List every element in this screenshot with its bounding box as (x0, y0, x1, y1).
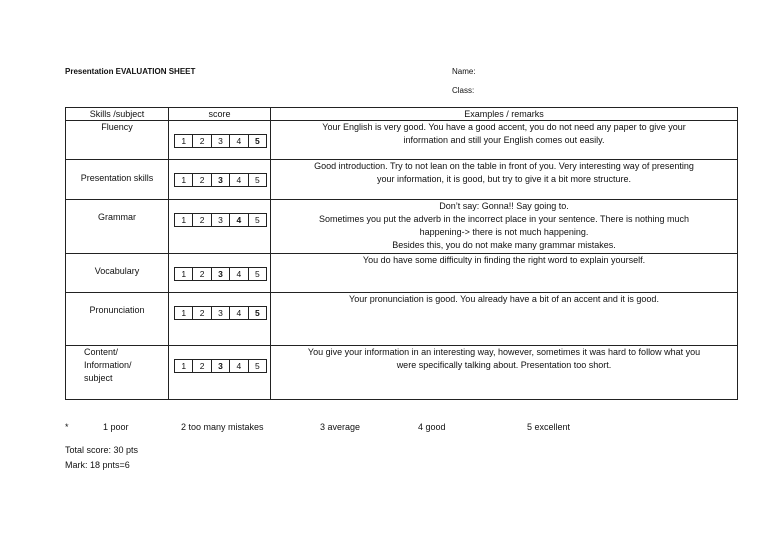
remarks-cell (271, 200, 738, 254)
score-option-1[interactable]: 1 (175, 360, 193, 372)
remark-line: your information, it is good, but try to give it a bit more structure. (376, 174, 632, 184)
mark: Mark: 18 pnts=6 (65, 460, 130, 470)
score-option-1[interactable]: 1 (175, 268, 193, 280)
sheet-title: Presentation EVALUATION SHEET (65, 67, 196, 76)
skill-cell (66, 121, 169, 160)
score-option-5[interactable]: 5 (254, 215, 260, 225)
score-scale (174, 213, 267, 227)
column-header-remarks: Examples / remarks (271, 108, 738, 121)
score-option-3[interactable]: 3 (212, 268, 230, 280)
score-option-5[interactable]: 5 (254, 269, 260, 279)
score-scale (174, 306, 267, 320)
score-option-3[interactable]: 3 (212, 214, 230, 226)
score-option-2[interactable]: 2 (193, 174, 211, 186)
remarks-cell (271, 346, 738, 400)
skill-label-line: subject (84, 373, 113, 383)
remark-line: You give your information in an interesting way, however, sometimes it was hard to follow what you (307, 347, 701, 357)
score-option-3[interactable]: 3 (212, 174, 230, 186)
table-row (66, 254, 738, 293)
score-option-4[interactable]: 4 (230, 360, 248, 372)
remark-line: Besides this, you do not make many grammar mistakes. (392, 240, 616, 250)
score-option-4[interactable]: 4 (230, 135, 248, 147)
remark-line: Your pronunciation is good. You already have a bit of an accent and it is good. (349, 294, 659, 304)
score-option-2[interactable]: 2 (193, 135, 211, 147)
score-cell (169, 293, 271, 346)
score-option-5[interactable]: 5 (254, 361, 260, 371)
score-option-2[interactable]: 2 (193, 268, 211, 280)
table-row (66, 293, 738, 346)
remark-line: information and still your English comes out easily. (403, 135, 605, 145)
skill-cell (66, 346, 169, 400)
score-option-2[interactable]: 2 (193, 214, 211, 226)
score-scale (174, 173, 267, 187)
score-option-4[interactable]: 4 (230, 268, 248, 280)
remark-line: happening-> there is not much happening. (419, 227, 589, 237)
score-option-3[interactable]: 3 (212, 360, 230, 372)
score-option-1[interactable]: 1 (175, 307, 193, 319)
legend-item-5: 5 excellent (527, 422, 571, 432)
score-scale (174, 267, 267, 281)
score-cell (169, 200, 271, 254)
table-row (66, 200, 738, 254)
score-cell (169, 254, 271, 293)
score-cell (169, 121, 271, 160)
skill-label: Grammar (98, 212, 136, 222)
legend-item-3: 3 average (320, 422, 361, 432)
skill-cell (66, 254, 169, 293)
score-option-5[interactable]: 5 (254, 308, 260, 318)
remarks-cell (271, 160, 738, 200)
remarks-cell (271, 293, 738, 346)
column-header-score: score (169, 108, 271, 121)
score-scale (174, 134, 267, 148)
skill-label: Fluency (101, 122, 133, 132)
table-row (66, 346, 738, 400)
score-option-1[interactable]: 1 (175, 174, 193, 186)
score-cell (169, 160, 271, 200)
score-option-3[interactable]: 3 (212, 135, 230, 147)
skill-label-line: Information/ (84, 360, 132, 370)
score-option-1[interactable]: 1 (175, 214, 193, 226)
remarks-cell (271, 121, 738, 160)
score-option-1[interactable]: 1 (175, 135, 193, 147)
score-cell (169, 346, 271, 400)
remark-line: You do have some difficulty in finding the right word to explain yourself. (362, 255, 646, 265)
name-label: Name: (452, 67, 476, 76)
remark-line: Your English is very good. You have a good accent, you do not need any paper to give your (322, 122, 686, 132)
remark-line: were specifically talking about. Presentation too short. (396, 360, 612, 370)
skill-label: Pronunciation (89, 305, 145, 315)
skill-label: Presentation skills (80, 173, 154, 183)
skill-label: Vocabulary (94, 266, 140, 276)
score-scale (174, 359, 267, 373)
evaluation-table (65, 107, 738, 400)
score-option-4[interactable]: 4 (230, 214, 248, 226)
score-option-2[interactable]: 2 (193, 360, 211, 372)
table-row (66, 160, 738, 200)
score-option-4[interactable]: 4 (230, 174, 248, 186)
legend-item-1: 1 poor (103, 422, 129, 432)
skill-cell (66, 160, 169, 200)
score-option-5[interactable]: 5 (254, 136, 260, 146)
remark-line: Good introduction. Try to not lean on the table in front of you. Very interesting way of presenting (314, 161, 694, 171)
score-option-3[interactable]: 3 (212, 307, 230, 319)
score-option-5[interactable]: 5 (254, 175, 260, 185)
legend-marker: * (65, 422, 69, 432)
score-option-4[interactable]: 4 (230, 307, 248, 319)
total-score: Total score: 30 pts (65, 445, 139, 455)
remark-line: Sometimes you put the adverb in the incorrect place in your sentence. There is nothing much (318, 214, 690, 224)
table-row (66, 121, 738, 160)
legend-item-2: 2 too many mistakes (181, 422, 264, 432)
skill-cell (66, 200, 169, 254)
remarks-cell (271, 254, 738, 293)
skill-cell (66, 293, 169, 346)
score-option-2[interactable]: 2 (193, 307, 211, 319)
skill-label-line: Content/ (84, 347, 119, 357)
table-header-row (66, 108, 738, 121)
remark-line: Don’t say: Gonna!! Say going to. (439, 201, 569, 211)
column-header-skills: Skills /subject (66, 108, 169, 121)
class-label: Class: (452, 86, 475, 95)
legend-item-4: 4 good (418, 422, 446, 432)
